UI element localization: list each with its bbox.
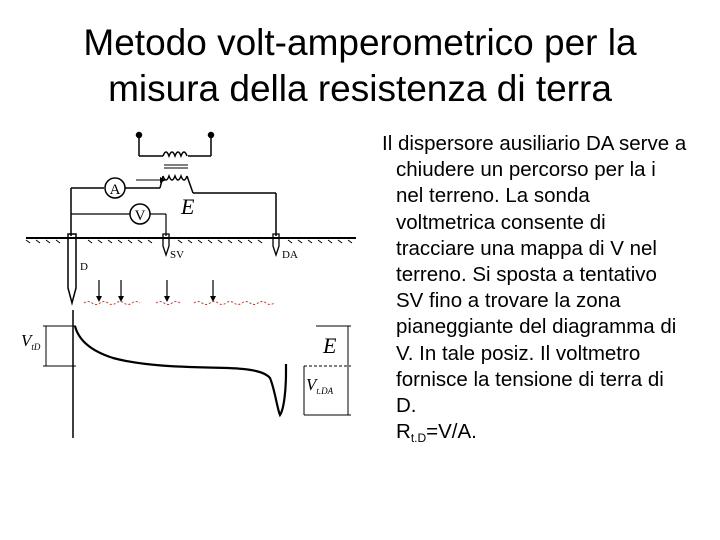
- formula-rest: =V/A.: [426, 420, 477, 444]
- e-axis-label: E: [323, 333, 337, 358]
- vtda-label: [306, 375, 334, 396]
- vtda-main: V: [306, 375, 317, 394]
- voltmeter-label: V: [134, 208, 146, 224]
- potential-curve: [75, 326, 286, 415]
- vtda-sub: t.DA: [316, 386, 334, 396]
- vtd-sub: tD: [31, 342, 41, 352]
- electrode-d: [68, 234, 76, 303]
- formula-r: R: [396, 420, 411, 444]
- supply-circuit: [137, 133, 214, 181]
- potential-plot: [43, 310, 351, 438]
- electrode-sv-label: SV: [170, 249, 185, 261]
- title-line-2: misura della resistenza di terra: [108, 68, 612, 109]
- earth-resistance-formula: [382, 419, 687, 447]
- electrode-d-label: D: [80, 261, 88, 273]
- formula-subscript: t.D: [410, 431, 427, 446]
- slide-title: [0, 20, 720, 112]
- electrode-da-label: DA: [282, 249, 298, 261]
- title-line-1: Metodo volt-amperometrico per la: [83, 22, 637, 63]
- current-circuit: [71, 176, 276, 236]
- ammeter-label: A: [109, 182, 121, 198]
- source-label: E: [181, 194, 195, 219]
- voltmeter-circuit: [71, 204, 166, 236]
- transformer-primary-coil: [163, 152, 187, 156]
- current-flow-arrows: [96, 280, 216, 302]
- explanation-text: [382, 131, 687, 447]
- equipotential-lines: [84, 302, 274, 305]
- transformer-secondary-coil: [163, 176, 187, 180]
- explanation-paragraph: Il dispersore ausiliario DA serve a chiudere un percorso per la i nel terreno. La sonda voltmetrica consente di tracciare una mappa di V nel terreno. Si sposta a tentativo SV fino a trovare la zona pianeggiante del diagramma di V. In tale posiz. Il voltmetro fornisce la tensione di terra di D.: [382, 132, 687, 418]
- earth-resistance-diagram: [18, 128, 363, 438]
- vtd-label: [21, 331, 41, 352]
- vtd-main: V: [21, 331, 32, 350]
